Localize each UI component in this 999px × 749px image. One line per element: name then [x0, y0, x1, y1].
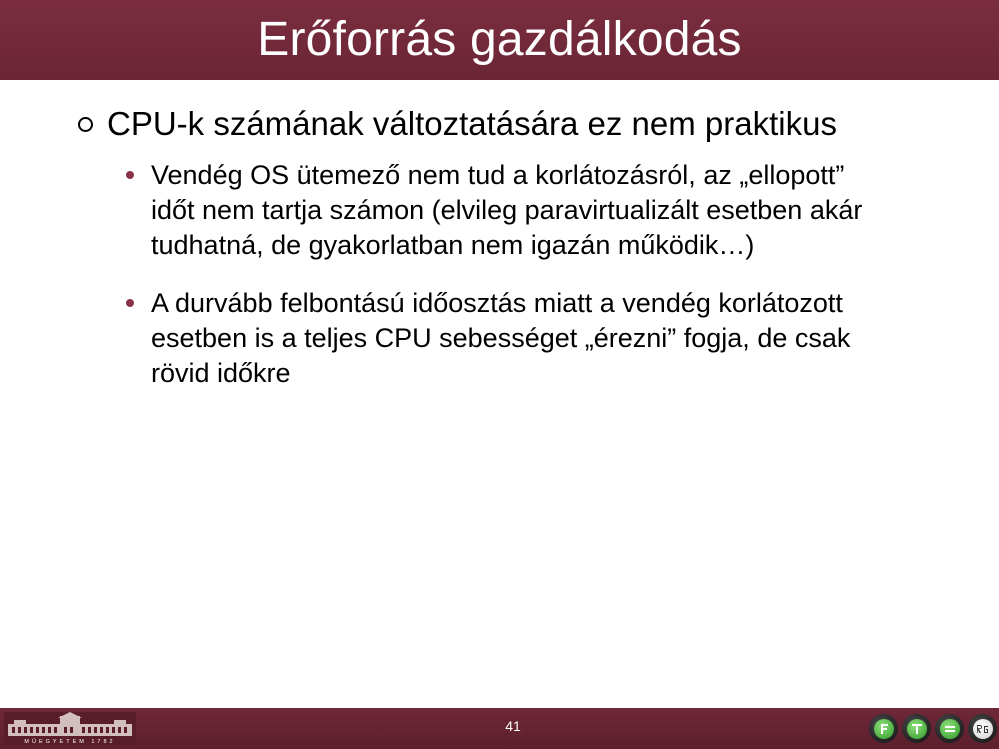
circle-bullet-icon	[78, 100, 100, 148]
dot-bullet-icon	[126, 299, 134, 307]
text-line: Vendég OS ütemező nem tud a korlátozásról, az „ellopott”	[151, 160, 845, 190]
text-line: A durvább felbontású időosztás miatt a vendég korlátozott	[151, 288, 843, 318]
sub-bullet-1-text	[151, 158, 971, 263]
page-number: 41	[505, 718, 521, 734]
text-line: esetben is a teljes CPU sebességet „érezni” fogja, de csak	[151, 323, 851, 353]
title-bar	[0, 0, 999, 80]
dot-bullet-icon	[126, 171, 134, 179]
ftsrg-logos	[869, 714, 997, 744]
ftsrg-s-icon	[935, 714, 964, 743]
building-caption: MŰEGYETEM 1782	[24, 739, 116, 745]
text-line: tudhatná, de gyakorlatban nem igazán működik…)	[151, 230, 755, 260]
text-line: rövid időkre	[151, 358, 291, 388]
bullet-level1-text: CPU-k számának változtatására ez nem praktikus	[107, 105, 837, 142]
slide-title: Erőforrás gazdálkodás	[257, 13, 742, 66]
text-line: időt nem tartja számon (elvileg paravirtualizált esetben akár	[151, 195, 863, 225]
ftsrg-t-icon	[902, 714, 931, 743]
building-logo-icon	[4, 712, 136, 745]
footer-bar	[0, 708, 999, 749]
ftsrg-f-icon	[869, 714, 898, 743]
sub-bullet-2-text	[151, 286, 971, 391]
ftsrg-rg-icon	[968, 714, 997, 743]
